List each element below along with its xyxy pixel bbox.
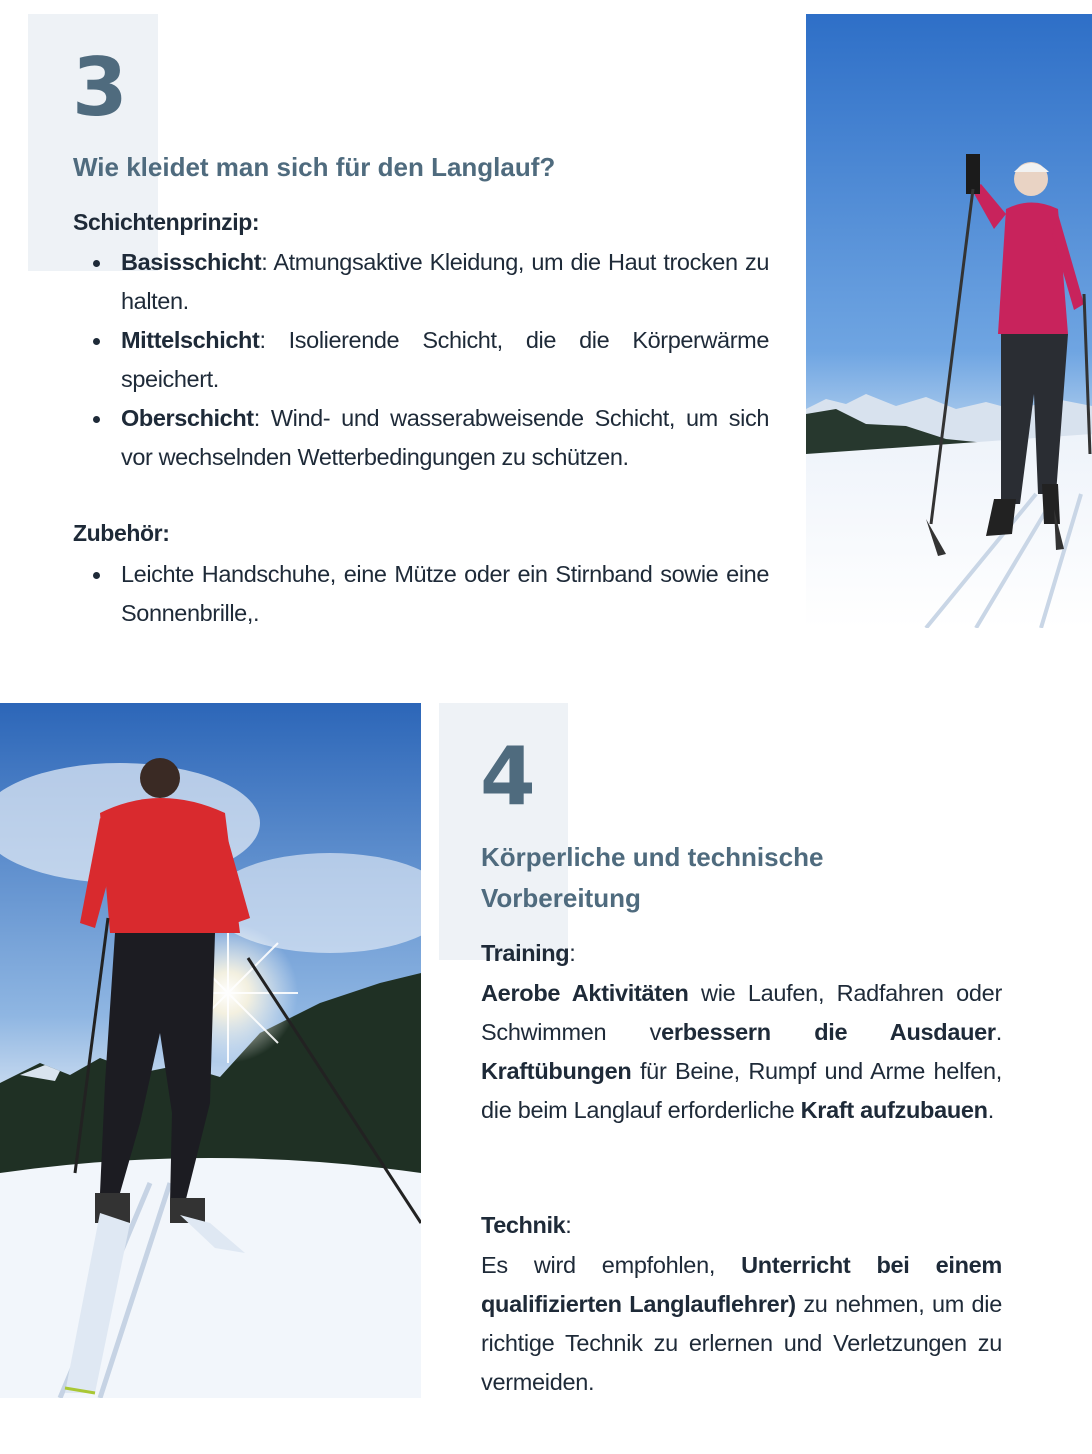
photo-skier-pink-jacket (806, 14, 1092, 628)
list-item: Mittelschicht: Isolierende Schicht, die die Körperwärme speichert. (73, 321, 769, 399)
training-label (481, 940, 575, 967)
section-4-heading-line1: Körperliche und technische (481, 842, 824, 872)
accessories-label: Zubehör: (73, 520, 170, 546)
technique-paragraph: Es wird empfohlen, Unterricht bei einem qualifizierten Langlauflehrer) zu nehmen, um die richtige Technik zu erlernen und Verletzungen zu vermeiden. (481, 1252, 1002, 1395)
list-item: Basisschicht: Atmungsaktive Kleidung, um die Haut trocken zu halten. (73, 243, 769, 321)
training-label-colon: : (569, 940, 576, 966)
layers-label: Schichtenprinzip: (73, 209, 260, 235)
section-3-number: 3 (72, 41, 128, 134)
technique-label-text: Technik (481, 1212, 566, 1238)
accessories-list (73, 555, 769, 633)
list-item: Oberschicht: Wind- und wasserabweisende Schicht, um sich vor wechselnden Wetterbedingungen zu schützen. (73, 399, 769, 477)
photo-skier-red-jacket (0, 703, 421, 1398)
section-4-number: 4 (480, 730, 536, 823)
training-paragraph: Aerobe Aktivitäten wie Laufen, Radfahren oder Schwimmen verbessern die Ausdauer. Kraftübungen für Beine, Rumpf und Arme helfen, die beim Langlauf erforderliche Kraft aufzubauen. (481, 980, 1002, 1123)
training-label-text: Training (481, 940, 570, 966)
section-3-heading: Wie kleidet man sich für den Langlauf? (73, 152, 556, 182)
list-item: Leichte Handschuhe, eine Mütze oder ein Stirnband sowie eine Sonnenbrille,. (73, 555, 769, 633)
technique-label (481, 1212, 571, 1239)
technique-label-colon: : (565, 1212, 572, 1238)
section-4-heading-line2: Vorbereitung (481, 883, 641, 913)
layers-list (73, 243, 769, 477)
